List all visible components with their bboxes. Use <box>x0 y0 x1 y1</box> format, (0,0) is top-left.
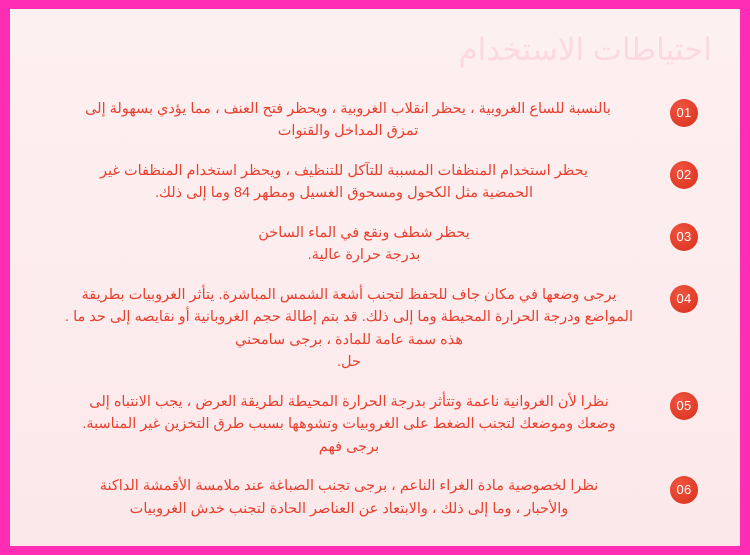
item-text-line: يحظر شطف ونقع في الماء الساخن <box>258 224 470 241</box>
list-item <box>28 474 720 520</box>
item-number-badge: 01 <box>670 99 698 127</box>
list-item <box>28 283 720 374</box>
item-text-line: والأحبار ، وما إلى ذلك ، والابتعاد عن العناصر الحادة لتجنب خدش الغروبيات <box>129 500 569 517</box>
document-sheet <box>10 9 740 546</box>
item-text-line: حل. <box>337 354 361 371</box>
item-text-line: تمزق المداخل والقنوات <box>277 123 419 140</box>
item-text-line: يحظر استخدام المنظفات المسببة للتآكل للتنظيف ، ويحظر استخدام المنظفات غير <box>99 162 588 179</box>
item-text <box>28 159 660 205</box>
precautions-list <box>28 97 720 536</box>
item-text-line: الحمضية مثل الكحول ومسحوق الغسيل ومطهر 84 وما إلى ذلك. <box>154 185 533 202</box>
item-text <box>28 390 660 458</box>
item-number-badge: 05 <box>670 392 698 420</box>
item-text <box>28 221 660 267</box>
item-text <box>28 283 660 374</box>
item-text-line: هذه سمة عامة للمادة ، برجى سامحني <box>235 331 463 348</box>
item-number-badge: 06 <box>670 476 698 504</box>
item-number-badge: 04 <box>670 285 698 313</box>
list-item <box>28 390 720 458</box>
list-item <box>28 159 720 205</box>
item-text-line: بالنسبة للساع الغروبية ، يحظر انقلاب الغروبية ، ويحظر فتح العنف ، مما يؤدي بسهولة إلى <box>85 101 611 117</box>
list-item <box>28 97 720 143</box>
item-text-line: المواضع ودرجة الحرارة المحيطة وما إلى ذلك. قد بتم إطالة حجم الغروبانية أو نقايصه إلى حد ما . <box>65 309 633 326</box>
page-title: احتياطات الاستخدام <box>458 32 712 67</box>
item-text-line: بدرجة حرارة عالية. <box>307 247 421 264</box>
item-text-line: نظرا لأن الغروانية ناعمة وتتأثر بدرجة الحرارة المحيطة لطريقة العرض ، يجب الانتباه إلى <box>89 393 609 410</box>
item-text-line: وضعك وموضعك لتجنب الضغط على الغروبيات وتشوهها بسبب طرق التخزين غير المناسبة. <box>82 416 616 433</box>
item-number-badge: 02 <box>670 161 698 189</box>
item-text <box>28 474 660 520</box>
item-text-line: يرجى وضعها في مكان جاف للحفظ لتجنب أشعة الشمس المباشرة. يتأثر الغروبيات بطريقة <box>81 286 617 303</box>
item-text <box>28 97 660 143</box>
list-item <box>28 221 720 267</box>
item-text-line: نظرا لخصوصية مادة الغراء الناعم ، برجى تجنب الصباغة عند ملامسة الأقمشة الداكنة <box>99 478 599 495</box>
item-text-line: برجى فهم <box>318 438 380 455</box>
item-number-badge: 03 <box>670 223 698 251</box>
